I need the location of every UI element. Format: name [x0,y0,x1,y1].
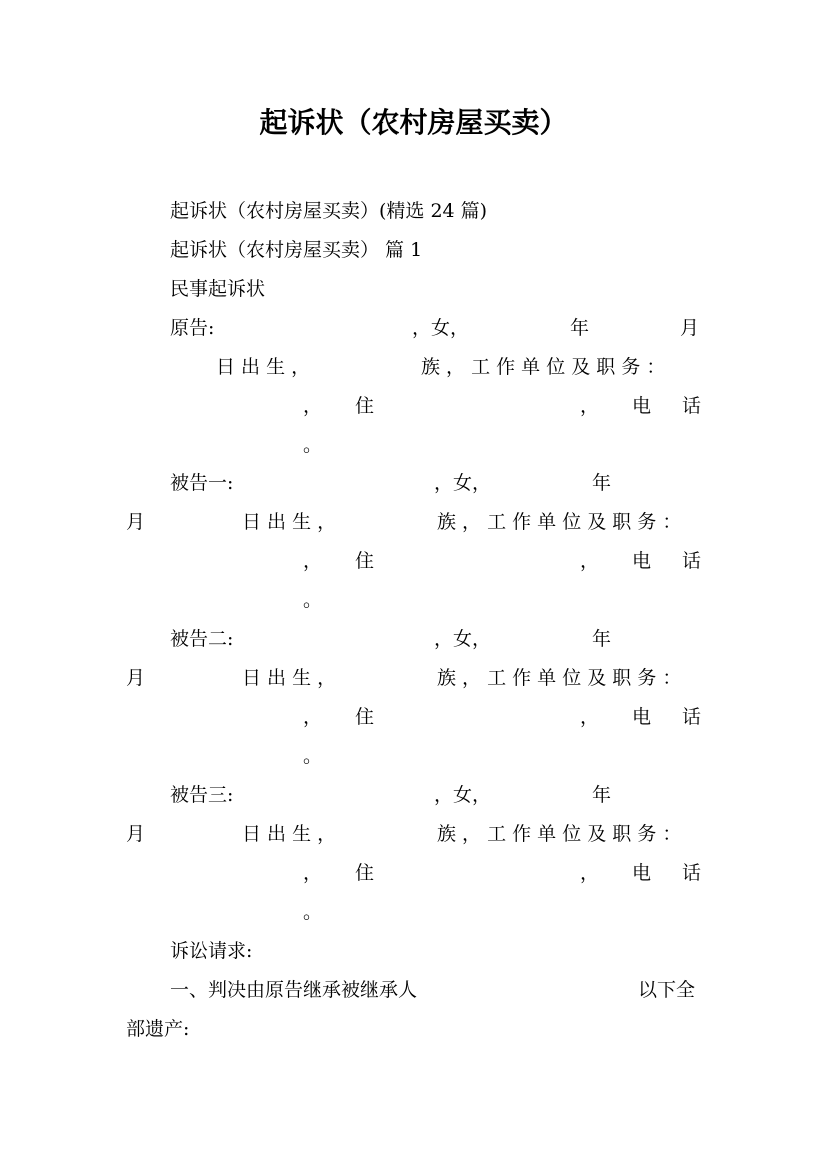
defendant-phone: 电 [632,862,652,884]
defendant-comma2: ， [580,862,600,884]
defendant-gender: ，女， [434,784,492,806]
plaintiff-month: 月 [680,317,700,339]
document-title: 起诉状（农村房屋买卖） [259,106,568,139]
document-type: 民事起诉状 [170,278,266,300]
defendant-address: 住 [355,550,375,572]
defendant-address: 住 [355,862,375,884]
plaintiff-year: 年 [570,317,590,339]
defendant-birth: 日 出 生 ， [242,667,337,689]
defendant-comma2: ， [580,706,600,728]
claim-1-text: 一、判决由原告继承被继承人 [170,979,418,1001]
defendant-month: 月 [126,667,146,689]
defendant-ethnic-work: 族 ， 工 作 单 位 及 职 务 ： [437,667,682,689]
plaintiff-comma: ， [303,395,323,417]
defendant-year: 年 [592,472,612,494]
plaintiff-comma2: ， [580,395,600,417]
plaintiff-period: 。 [303,434,323,456]
defendant-ethnic-work: 族 ， 工 作 单 位 及 职 务 ： [437,511,682,533]
defendant-label: 被告三: [170,784,234,806]
defendant-birth: 日 出 生 ， [242,511,337,533]
subtitle-article: 起诉状（农村房屋买卖） 篇 1 [170,239,423,261]
defendant-comma: ， [303,706,323,728]
defendant-label: 被告二: [170,628,234,650]
plaintiff-gender: ，女， [412,317,470,339]
defendant-label: 被告一: [170,472,234,494]
defendant-month: 月 [126,511,146,533]
defendant-phone2: 话 [682,862,702,884]
defendant-period: 。 [303,901,323,923]
plaintiff-label: 原告: [170,317,215,339]
defendant-comma: ， [303,862,323,884]
defendant-comma: ， [303,550,323,572]
plaintiff-address: 住 [355,395,375,417]
defendant-year: 年 [592,784,612,806]
defendant-ethnic-work: 族 ， 工 作 单 位 及 职 务 ： [437,823,682,845]
plaintiff-birth: 日 出 生 ， [216,356,311,378]
defendant-birth: 日 出 生 ， [242,823,337,845]
defendant-phone2: 话 [682,706,702,728]
defendant-phone: 电 [632,550,652,572]
defendant-period: 。 [303,745,323,767]
claim-1-continuation: 以下全 [638,979,696,1001]
defendant-phone: 电 [632,706,652,728]
claim-1-end: 部遗产: [126,1018,190,1040]
plaintiff-phone: 电 [632,395,652,417]
claims-heading: 诉讼请求: [170,940,253,962]
defendant-month: 月 [126,823,146,845]
defendant-year: 年 [592,628,612,650]
defendant-gender: ，女， [434,472,492,494]
plaintiff-ethnic-work: 族 ， 工 作 单 位 及 职 务 ： [421,356,666,378]
defendant-gender: ，女， [434,628,492,650]
defendant-address: 住 [355,706,375,728]
plaintiff-phone2: 话 [682,395,702,417]
defendant-phone2: 话 [682,550,702,572]
defendant-comma2: ， [580,550,600,572]
defendant-period: 。 [303,589,323,611]
subtitle-collection: 起诉状（农村房屋买卖）(精选 24 篇) [170,200,488,222]
